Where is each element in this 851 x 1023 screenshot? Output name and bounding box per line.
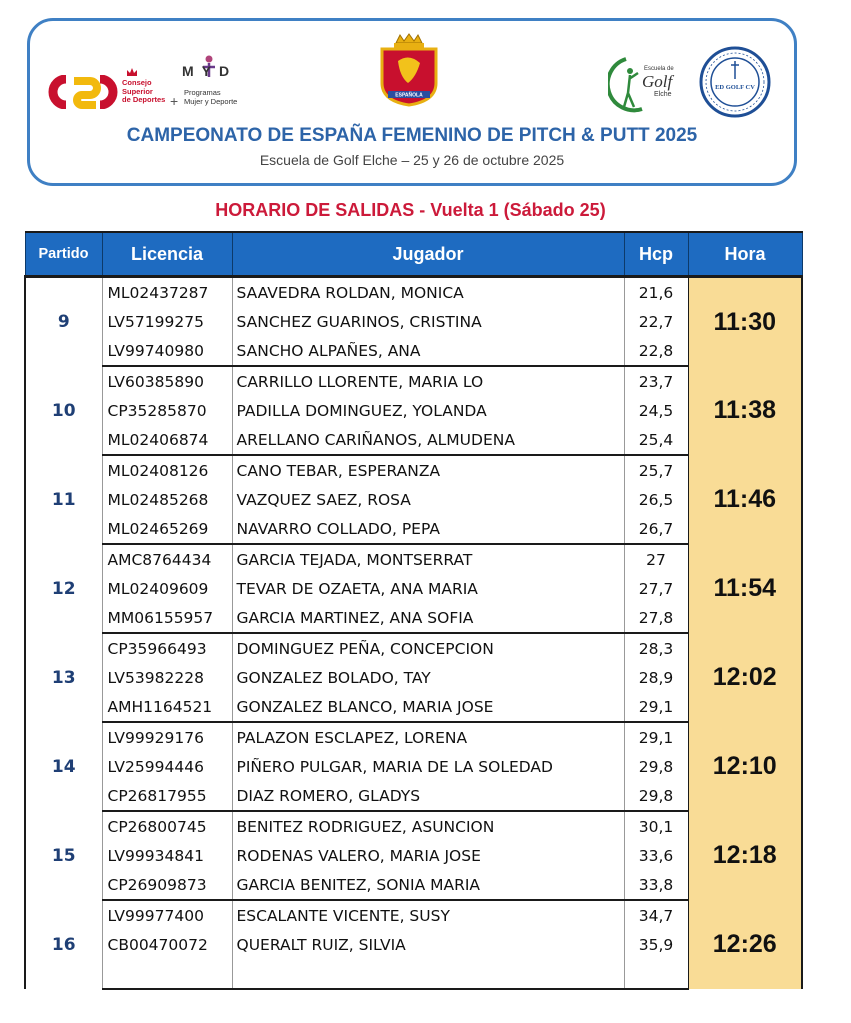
event-header	[27, 18, 797, 186]
hcp-cell	[624, 959, 688, 989]
svg-text:Golf: Golf	[642, 72, 673, 91]
federation-seal-icon	[698, 45, 772, 119]
hcp-cell: 29,8	[624, 752, 688, 781]
licencia-cell: CB00470072	[102, 930, 232, 959]
jugador-cell: GONZALEZ BLANCO, MARIA JOSE	[232, 692, 624, 722]
partido-number: 9	[25, 277, 102, 367]
partido-number: 14	[25, 722, 102, 811]
hcp-cell: 22,7	[624, 307, 688, 336]
championship-subtitle: Escuela de Golf Elche – 25 y 26 de octubre 2025	[259, 152, 565, 168]
csd-logo	[44, 71, 184, 113]
licencia-cell: LV60385890	[102, 366, 232, 396]
hcp-cell: 33,6	[624, 841, 688, 870]
hcp-cell: 23,7	[624, 366, 688, 396]
licencia-cell: ML02485268	[102, 485, 232, 514]
licencia-cell: ML02465269	[102, 514, 232, 544]
hcp-cell: 29,1	[624, 692, 688, 722]
hcp-cell: 24,5	[624, 396, 688, 425]
licencia-cell: LV99977400	[102, 900, 232, 930]
schedule-heading: HORARIO DE SALIDAS - Vuelta 1 (Sábado 25)	[215, 200, 606, 220]
hcp-cell: 25,7	[624, 455, 688, 485]
partido-number: 12	[25, 544, 102, 633]
hcp-cell: 30,1	[624, 811, 688, 841]
mujer-deporte-logo	[170, 53, 270, 115]
jugador-cell: VAZQUEZ SAEZ, ROSA	[232, 485, 624, 514]
tee-time: 12:02	[688, 633, 802, 722]
licencia-cell: LV99934841	[102, 841, 232, 870]
tee-time: 11:54	[688, 544, 802, 633]
jugador-cell: CARRILLO LLORENTE, MARIA LO	[232, 366, 624, 396]
jugador-cell: PADILLA DOMINGUEZ, YOLANDA	[232, 396, 624, 425]
rfeg-crest	[374, 33, 444, 111]
hcp-cell: 26,7	[624, 514, 688, 544]
svg-text:Escuela de: Escuela de	[644, 66, 674, 72]
jugador-cell: DOMINGUEZ PEÑA, CONCEPCION	[232, 633, 624, 663]
tee-time: 12:26	[688, 900, 802, 989]
table-row	[25, 930, 802, 959]
partido-number: 15	[25, 811, 102, 900]
licencia-cell: ML02437287	[102, 277, 232, 308]
csd-text: Consejo Superior de Deportes	[122, 78, 166, 104]
golfer-icon	[608, 53, 688, 113]
hcp-cell: 26,5	[624, 485, 688, 514]
col-header-hora: Hora	[688, 232, 802, 277]
jugador-cell: GARCIA MARTINEZ, ANA SOFIA	[232, 603, 624, 633]
table-row	[25, 485, 802, 514]
crest-icon	[374, 33, 444, 111]
table-row	[25, 900, 802, 930]
licencia-cell: ML02406874	[102, 425, 232, 455]
crown-icon	[126, 67, 138, 77]
jugador-cell: RODENAS VALERO, MARIA JOSE	[232, 841, 624, 870]
hcp-cell: 22,8	[624, 336, 688, 366]
hcp-cell: 34,7	[624, 900, 688, 930]
svg-text:Elche: Elche	[654, 91, 672, 98]
hcp-cell: 25,4	[624, 425, 688, 455]
myd-mark: MYD	[182, 63, 238, 79]
licencia-cell	[102, 959, 232, 989]
partido-number: 11	[25, 455, 102, 544]
table-row	[25, 870, 802, 900]
licencia-cell: MM06155957	[102, 603, 232, 633]
jugador-cell	[232, 959, 624, 989]
table-row	[25, 307, 802, 336]
licencia-cell: CP26909873	[102, 870, 232, 900]
table-row	[25, 514, 802, 544]
table-row	[25, 544, 802, 574]
jugador-cell: GARCIA BENITEZ, SONIA MARIA	[232, 870, 624, 900]
table-row	[25, 574, 802, 603]
championship-title: CAMPEONATO DE ESPAÑA FEMENINO DE PITCH & PUTT 2025	[126, 125, 698, 146]
myd-text: Programas Mujer y Deporte	[184, 88, 238, 106]
tee-time: 12:18	[688, 811, 802, 900]
jugador-cell: ESCALANTE VICENTE, SUSY	[232, 900, 624, 930]
jugador-cell: SANCHO ALPAÑES, ANA	[232, 336, 624, 366]
table-row	[25, 396, 802, 425]
licencia-cell: LV99740980	[102, 336, 232, 366]
licencia-cell: LV99929176	[102, 722, 232, 752]
hcp-cell: 21,6	[624, 277, 688, 308]
table-row	[25, 603, 802, 633]
table-row	[25, 336, 802, 366]
hcp-cell: 29,8	[624, 781, 688, 811]
hcp-cell: 33,8	[624, 870, 688, 900]
jugador-cell: GONZALEZ BOLADO, TAY	[232, 663, 624, 692]
table-row	[25, 277, 802, 308]
hcp-cell: 29,1	[624, 722, 688, 752]
licencia-cell: LV53982228	[102, 663, 232, 692]
table-row	[25, 841, 802, 870]
jugador-cell: PALAZON ESCLAPEZ, LORENA	[232, 722, 624, 752]
jugador-cell: BENITEZ RODRIGUEZ, ASUNCION	[232, 811, 624, 841]
table-row	[25, 959, 802, 989]
table-row	[25, 663, 802, 692]
licencia-cell: CP35966493	[102, 633, 232, 663]
licencia-cell: ML02409609	[102, 574, 232, 603]
col-header-hcp: Hcp	[624, 232, 688, 277]
svg-text:ESPAÑOLA: ESPAÑOLA	[395, 92, 423, 99]
licencia-cell: LV25994446	[102, 752, 232, 781]
licencia-cell: CP26800745	[102, 811, 232, 841]
partido-number: 10	[25, 366, 102, 455]
hcp-cell: 27,7	[624, 574, 688, 603]
licencia-cell: AMC8764434	[102, 544, 232, 574]
jugador-cell: NAVARRO COLLADO, PEPA	[232, 514, 624, 544]
jugador-cell: PIÑERO PULGAR, MARIA DE LA SOLEDAD	[232, 752, 624, 781]
partido-number: 16	[25, 900, 102, 989]
jugador-cell: DIAZ ROMERO, GLADYS	[232, 781, 624, 811]
hcp-cell: 35,9	[624, 930, 688, 959]
table-row	[25, 722, 802, 752]
jugador-cell: CANO TEBAR, ESPERANZA	[232, 455, 624, 485]
licencia-cell: CP35285870	[102, 396, 232, 425]
hcp-cell: 27,8	[624, 603, 688, 633]
plus-icon: +	[170, 93, 179, 109]
table-row	[25, 781, 802, 811]
licencia-cell: ML02408126	[102, 455, 232, 485]
tee-time: 12:10	[688, 722, 802, 811]
tee-time: 11:46	[688, 455, 802, 544]
table-row	[25, 366, 802, 396]
csd-mark-icon	[44, 75, 118, 109]
escuela-golf-elche-logo	[608, 53, 688, 113]
col-header-licencia: Licencia	[102, 232, 232, 277]
licencia-cell: AMH1164521	[102, 692, 232, 722]
jugador-cell: TEVAR DE OZAETA, ANA MARIA	[232, 574, 624, 603]
table-row	[25, 425, 802, 455]
licencia-cell: CP26817955	[102, 781, 232, 811]
tee-time: 11:38	[688, 366, 802, 455]
col-header-partido: Partido	[25, 232, 102, 277]
hcp-cell: 28,3	[624, 633, 688, 663]
tee-times-table	[24, 231, 803, 990]
jugador-cell: ARELLANO CARIÑANOS, ALMUDENA	[232, 425, 624, 455]
jugador-cell: SANCHEZ GUARINOS, CRISTINA	[232, 307, 624, 336]
svg-text:ED GOLF CV: ED GOLF CV	[715, 84, 755, 91]
table-row	[25, 633, 802, 663]
table-row	[25, 692, 802, 722]
table-row	[25, 455, 802, 485]
hcp-cell: 28,9	[624, 663, 688, 692]
jugador-cell: SAAVEDRA ROLDAN, MONICA	[232, 277, 624, 308]
table-header-row	[25, 232, 802, 277]
federacion-golf-cv-logo	[698, 45, 772, 119]
col-header-jugador: Jugador	[232, 232, 624, 277]
jugador-cell: GARCIA TEJADA, MONTSERRAT	[232, 544, 624, 574]
table-row	[25, 811, 802, 841]
table-row	[25, 752, 802, 781]
jugador-cell: QUERALT RUIZ, SILVIA	[232, 930, 624, 959]
licencia-cell: LV57199275	[102, 307, 232, 336]
tee-time: 11:30	[688, 277, 802, 367]
hcp-cell: 27	[624, 544, 688, 574]
partido-number: 13	[25, 633, 102, 722]
